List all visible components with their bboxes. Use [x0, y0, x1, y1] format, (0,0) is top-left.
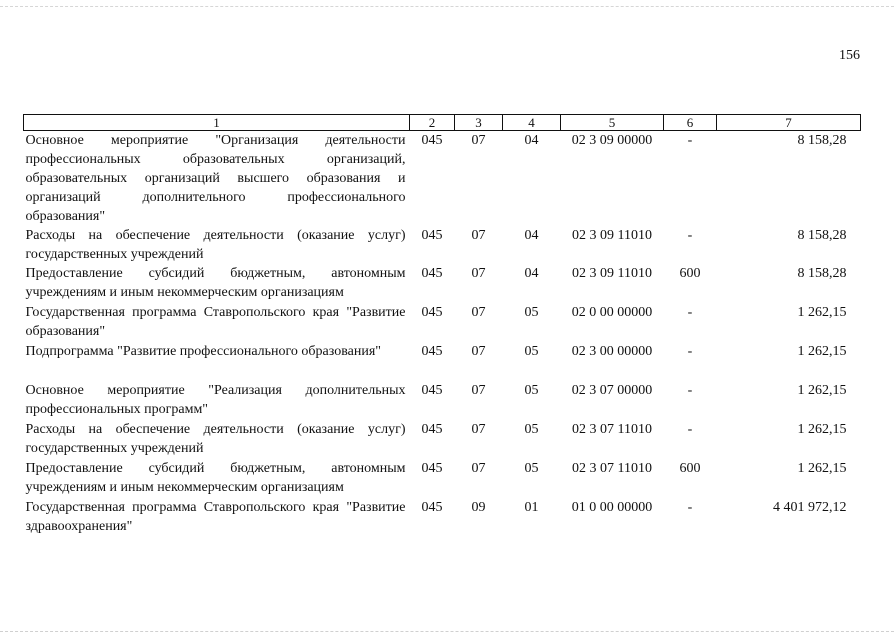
cell-target-article: 02 3 09 11010: [572, 266, 652, 281]
table-row: [24, 342, 861, 381]
cell-amount: 8 158,28: [797, 266, 847, 281]
cell-expense-type: -: [687, 228, 693, 243]
cell-amount: 1 262,15: [797, 305, 847, 320]
cell-section: 07: [471, 383, 486, 398]
header-col-6: 6: [664, 115, 717, 131]
header-col-5: 5: [561, 115, 664, 131]
cell-ministry: 045: [421, 266, 443, 281]
cell-ministry: 045: [421, 228, 443, 243]
cell-section: 07: [471, 266, 486, 281]
cell-amount: 1 262,15: [797, 422, 847, 437]
table-row: [24, 131, 861, 227]
table-row: [24, 381, 861, 420]
cell-name: Предоставление субсидий бюджетным, автономным учреждениям и иным некоммерческим организациям: [25, 266, 406, 300]
cell-ministry: 045: [421, 305, 443, 320]
cell-expense-type: 600: [679, 461, 701, 476]
cell-ministry: 045: [421, 500, 443, 515]
cell-target-article: 02 3 07 11010: [572, 461, 652, 476]
cell-ministry: 045: [421, 133, 443, 148]
cell-expense-type: -: [687, 422, 693, 437]
cell-amount: 1 262,15: [797, 461, 847, 476]
cell-name: Основное мероприятие "Организация деятельности профессиональных образовательных организаций, образовательных организаций высшего образования и организаций дополнительного профессионального образования": [25, 133, 406, 224]
cell-subsection: 04: [524, 228, 539, 243]
cell-ministry: 045: [421, 344, 443, 359]
cell-ministry: 045: [421, 383, 443, 398]
page-number: 156: [839, 48, 860, 63]
cell-expense-type: 600: [679, 266, 701, 281]
table-body: [24, 131, 861, 538]
header-col-4: 4: [503, 115, 561, 131]
table-row: [24, 459, 861, 498]
cell-amount: 8 158,28: [797, 133, 847, 148]
cell-target-article: 02 3 07 11010: [572, 422, 652, 437]
header-col-1: 1: [24, 115, 410, 131]
cell-subsection: 05: [524, 383, 539, 398]
cell-section: 07: [471, 344, 486, 359]
cell-section: 07: [471, 461, 486, 476]
header-col-3: 3: [455, 115, 503, 131]
budget-table: [23, 114, 861, 537]
cell-subsection: 05: [524, 344, 539, 359]
cell-amount: 1 262,15: [797, 383, 847, 398]
cell-ministry: 045: [421, 422, 443, 437]
cell-ministry: 045: [421, 461, 443, 476]
cell-subsection: 04: [524, 133, 539, 148]
scan-edge-top: [0, 6, 894, 8]
cell-target-article: 02 3 00 00000: [571, 344, 653, 359]
header-row: [24, 115, 861, 131]
budget-table-container: [23, 114, 860, 537]
table-row: [24, 420, 861, 459]
cell-name: Предоставление субсидий бюджетным, автономным учреждениям и иным некоммерческим организациям: [25, 461, 406, 495]
cell-expense-type: -: [687, 500, 693, 515]
cell-name: Государственная программа Ставропольского края "Развитие здравоохранения": [25, 500, 406, 534]
cell-target-article: 02 3 09 11010: [572, 228, 652, 243]
table-row: [24, 498, 861, 537]
table-row: [24, 264, 861, 303]
scan-edge-bottom: [0, 631, 894, 633]
cell-amount: 4 401 972,12: [773, 500, 847, 515]
table-row: [24, 303, 861, 342]
table-row: [24, 226, 861, 264]
cell-section: 07: [471, 422, 486, 437]
cell-target-article: 02 3 07 00000: [571, 383, 653, 398]
cell-name: Основное мероприятие "Реализация дополнительных профессиональных программ": [25, 383, 406, 417]
cell-name: Государственная программа Ставропольского края "Развитие образования": [25, 305, 406, 339]
cell-target-article: 01 0 00 00000: [571, 500, 653, 515]
cell-expense-type: -: [687, 344, 693, 359]
cell-expense-type: -: [687, 383, 693, 398]
cell-amount: 1 262,15: [797, 344, 847, 359]
cell-section: 09: [471, 500, 486, 515]
cell-subsection: 05: [524, 305, 539, 320]
cell-section: 07: [471, 133, 486, 148]
cell-section: 07: [471, 228, 486, 243]
cell-subsection: 01: [524, 500, 539, 515]
cell-name: Расходы на обеспечение деятельности (оказание услуг) государственных учреждений: [25, 228, 406, 262]
header-col-2: 2: [410, 115, 455, 131]
cell-target-article: 02 3 09 00000: [571, 133, 653, 148]
cell-name: Подпрограмма "Развитие профессионального образования": [25, 344, 381, 359]
cell-expense-type: -: [687, 305, 693, 320]
cell-section: 07: [471, 305, 486, 320]
cell-amount: 8 158,28: [797, 228, 847, 243]
cell-subsection: 05: [524, 422, 539, 437]
cell-name: Расходы на обеспечение деятельности (оказание услуг) государственных учреждений: [25, 422, 406, 456]
cell-expense-type: -: [687, 133, 693, 148]
table-header: [24, 115, 861, 131]
header-col-7: 7: [717, 115, 861, 131]
cell-subsection: 05: [524, 461, 539, 476]
cell-target-article: 02 0 00 00000: [571, 305, 653, 320]
cell-subsection: 04: [524, 266, 539, 281]
